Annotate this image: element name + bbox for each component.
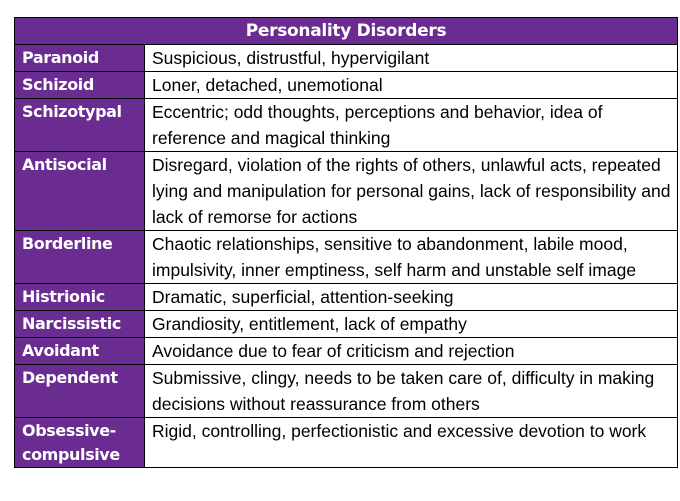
- disorder-description: Rigid, controlling, perfectionistic and excessive devotion to work: [145, 418, 678, 468]
- disorder-name: Paranoid: [15, 45, 145, 72]
- table-row: [15, 311, 678, 338]
- disorder-description: Grandiosity, entitlement, lack of empathy: [145, 311, 678, 338]
- disorder-description: Avoidance due to fear of criticism and rejection: [145, 338, 678, 365]
- table-row: [15, 231, 678, 284]
- table-row: [15, 99, 678, 152]
- disorder-description: Dramatic, superficial, attention-seeking: [145, 284, 678, 311]
- table-row: [15, 418, 678, 468]
- disorder-description: Eccentric; odd thoughts, perceptions and behavior, idea of reference and magical thinking: [145, 99, 678, 152]
- table-row: [15, 284, 678, 311]
- disorder-description: Suspicious, distrustful, hypervigilant: [145, 45, 678, 72]
- disorder-description: Submissive, clingy, needs to be taken care of, difficulty in making decisions without reassurance from others: [145, 365, 678, 418]
- table-row: [15, 338, 678, 365]
- table-title: Personality Disorders: [15, 18, 678, 45]
- disorder-description: Loner, detached, unemotional: [145, 72, 678, 99]
- disorder-name: Dependent: [15, 365, 145, 418]
- disorder-name: Narcissistic: [15, 311, 145, 338]
- disorder-name: Schizotypal: [15, 99, 145, 152]
- disorder-name: Schizoid: [15, 72, 145, 99]
- table-row: [15, 45, 678, 72]
- disorder-description: Chaotic relationships, sensitive to abandonment, labile mood, impulsivity, inner emptiness, self harm and unstable self image: [145, 231, 678, 284]
- disorder-name: Avoidant: [15, 338, 145, 365]
- personality-disorders-table: [14, 17, 678, 468]
- table-row: [15, 72, 678, 99]
- disorder-name: Antisocial: [15, 152, 145, 231]
- table-row: [15, 365, 678, 418]
- personality-disorders-table-container: [14, 17, 677, 468]
- table-row: [15, 152, 678, 231]
- disorder-name: Histrionic: [15, 284, 145, 311]
- disorder-name: Borderline: [15, 231, 145, 284]
- disorder-name: Obsessive-compulsive: [15, 418, 145, 468]
- disorder-description: Disregard, violation of the rights of others, unlawful acts, repeated lying and manipulation for personal gains, lack of responsibility and lack of remorse for actions: [145, 152, 678, 231]
- table-header-row: [15, 18, 678, 45]
